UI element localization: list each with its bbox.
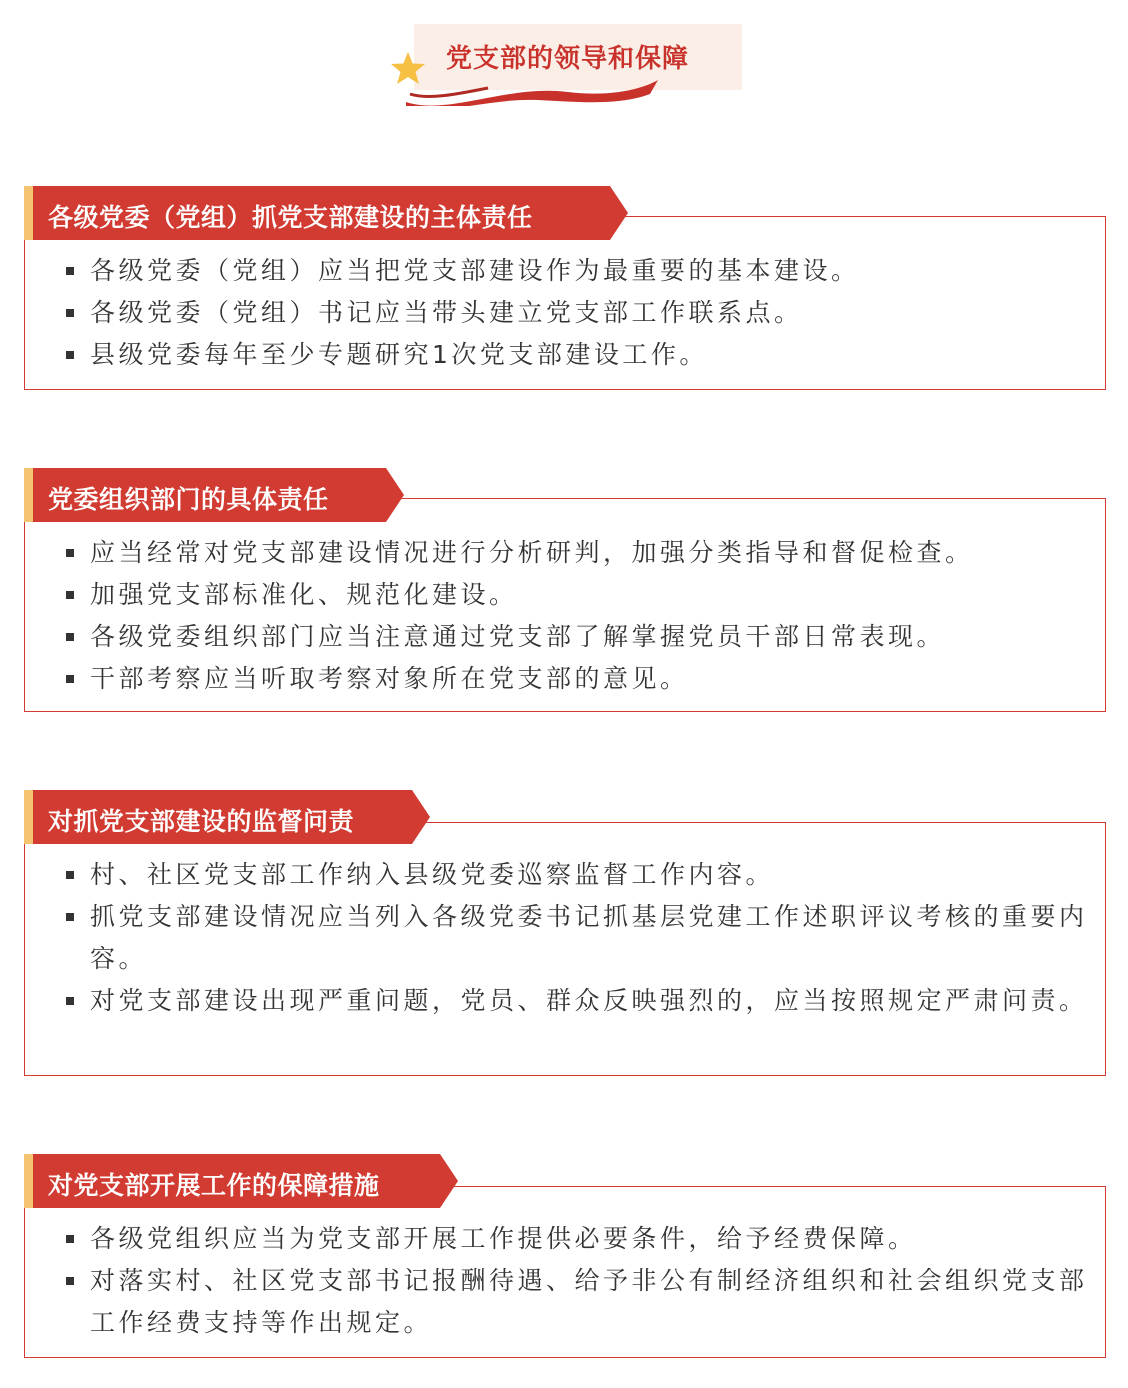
bullet-list bbox=[64, 1218, 1094, 1344]
section-heading: 对抓党支部建设的监督问责 bbox=[48, 807, 355, 836]
page-title-banner bbox=[388, 24, 744, 106]
list-item: 各级党委（党组）应当把党支部建设作为最重要的基本建设。 bbox=[64, 250, 1094, 292]
section-heading-tag bbox=[24, 186, 628, 240]
list-item: 对落实村、社区党支部书记报酬待遇、给予非公有制经济组织和社会组织党支部工作经费支持等作出规定。 bbox=[64, 1260, 1094, 1344]
section-heading-tag bbox=[24, 468, 404, 522]
section-heading: 对党支部开展工作的保障措施 bbox=[48, 1171, 380, 1200]
bullet-list bbox=[64, 250, 1094, 376]
list-item: 应当经常对党支部建设情况进行分析研判，加强分类指导和督促检查。 bbox=[64, 532, 1094, 574]
list-item: 县级党委每年至少专题研究1次党支部建设工作。 bbox=[64, 334, 1094, 376]
list-item: 各级党组织应当为党支部开展工作提供必要条件，给予经费保障。 bbox=[64, 1218, 1094, 1260]
bullet-list bbox=[64, 532, 1094, 700]
list-item: 对党支部建设出现严重问题，党员、群众反映强烈的，应当按照规定严肃问责。 bbox=[64, 980, 1094, 1022]
section-heading-tag bbox=[24, 790, 430, 844]
section-heading-tag bbox=[24, 1154, 458, 1208]
list-item: 村、社区党支部工作纳入县级党委巡察监督工作内容。 bbox=[64, 854, 1094, 896]
list-item: 各级党委组织部门应当注意通过党支部了解掌握党员干部日常表现。 bbox=[64, 616, 1094, 658]
star-icon bbox=[391, 52, 425, 84]
section-heading: 各级党委（党组）抓党支部建设的主体责任 bbox=[48, 203, 533, 232]
list-item: 干部考察应当听取考察对象所在党支部的意见。 bbox=[64, 658, 1094, 700]
list-item: 各级党委（党组）书记应当带头建立党支部工作联系点。 bbox=[64, 292, 1094, 334]
list-item: 加强党支部标准化、规范化建设。 bbox=[64, 574, 1094, 616]
page-title: 党支部的领导和保障 bbox=[446, 44, 690, 74]
bullet-list bbox=[64, 854, 1094, 1022]
section-heading: 党委组织部门的具体责任 bbox=[48, 485, 329, 514]
list-item: 抓党支部建设情况应当列入各级党委书记抓基层党建工作述职评议考核的重要内容。 bbox=[64, 896, 1094, 980]
